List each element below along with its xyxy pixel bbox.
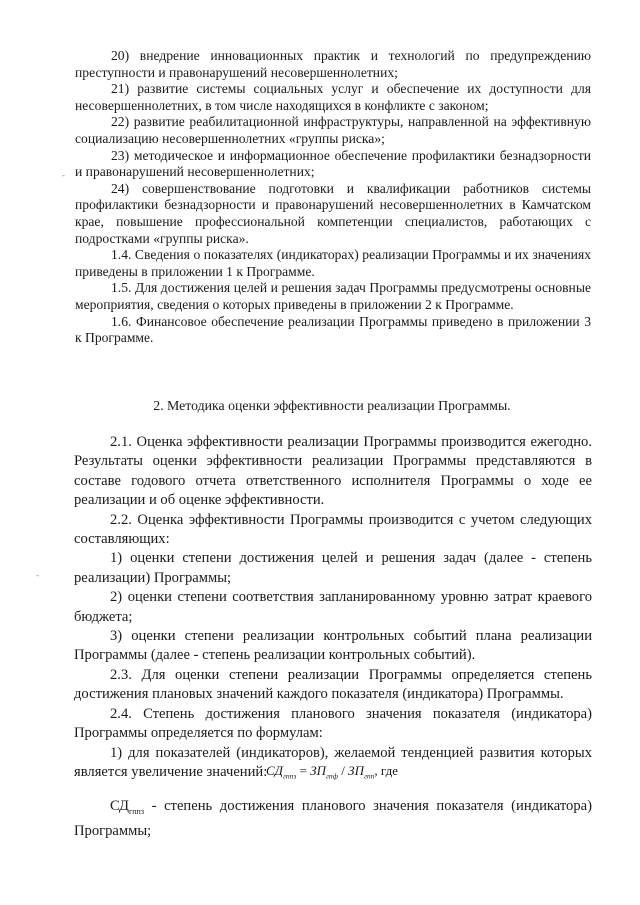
method-paragraph: 2) оценки степени соответствия запланированному уровню затрат краевого бюджета; <box>74 589 592 625</box>
list-item: 21) развитие системы социальных услуг и обеспечение их доступности для несовершеннолетних, в том числе находящихся в конфликте с законом; <box>75 81 591 113</box>
list-item: 22) развитие реабилитационной инфраструктуры, направленной на эффективную социализацию несовершеннолетних «группы риска»; <box>75 114 591 146</box>
section-paragraph: 1.4. Сведения о показателях (индикаторах) реализации Программы и их значениях приведены в приложении 1 к Программе. <box>75 247 591 279</box>
method-paragraph: 3) оценки степени реализации контрольных событий плана реализации Программы (далее - степень реализации контрольных событий). <box>74 628 592 664</box>
method-paragraph: 1) оценки степени достижения целей и решения задач (далее - степень реализации) Программы; <box>74 550 592 586</box>
definition-symbol: СД <box>110 798 129 814</box>
definition-symbol-sub: гппз <box>128 806 144 816</box>
formula-numerator: ЗП <box>310 763 326 778</box>
section-heading: 2. Методика оценки эффективности реализации Программы. <box>153 398 511 413</box>
definition-paragraph <box>74 797 592 841</box>
method-paragraph: 1) для показателей (индикаторов), желаемой тенденцией развития которых является увеличение значений: <box>74 744 592 780</box>
formula-numerator-sub: гпф <box>326 771 339 781</box>
method-paragraph: 2.2. Оценка эффективности Программы производится с учетом следующих составляющих: <box>74 511 592 548</box>
formula-slash: / <box>338 763 349 778</box>
formula <box>74 763 590 781</box>
list-block <box>75 48 591 347</box>
definition-text: - степень достижения планового значения показателя (индикатора) Программы; <box>74 798 592 839</box>
list-item: 24) совершенствование подготовки и квалификации работников системы профилактики безнадзорности и правонарушений несовершеннолетних в Камчатском крае, повышение профессиональной компетенции специалистов, работающих с подростками «группы риска». <box>75 180 591 246</box>
formula-tail: , где <box>374 763 398 778</box>
formula-lhs-sub: гппз <box>282 771 297 781</box>
margin-mark: - <box>36 570 39 580</box>
section-paragraph: 1.5. Для достижения целей и решения задач Программы предусмотрены основные мероприятия, сведения о которых приведены в приложении 2 к Программе. <box>75 280 591 312</box>
formula-denominator-sub: гпп <box>363 771 375 781</box>
section-paragraph: 1.6. Финансовое обеспечение реализации Программы приведено в приложении 3 к Программе. <box>75 313 591 346</box>
list-item: 23) методическое и информационное обеспечение профилактики безнадзорности и правонарушений несовершеннолетних; <box>75 147 591 180</box>
methodology-block <box>74 433 592 782</box>
formula-denominator: ЗП <box>348 763 364 778</box>
method-paragraph: 2.1. Оценка эффективности реализации Программы производится ежегодно. Результаты оценки эффективности реализации Программы представляются в составе годового отчета ответственного исполнителя Программы о ходе ее реализации и об оценке эффективности. <box>74 434 592 509</box>
margin-mark: - <box>62 170 65 180</box>
list-item: 20) внедрение инновационных практик и технологий по предупреждению преступности и правонарушений несовершеннолетних; <box>75 48 591 80</box>
formula-lhs: СД <box>266 763 283 778</box>
formula-eq: = <box>296 763 311 778</box>
method-paragraph: 2.3. Для оценки степени реализации Программы определяется степень достижения плановых значений каждого показателя (индикатора) Программы. <box>74 666 592 703</box>
method-paragraph: 2.4. Степень достижения планового значения показателя (индикатора) Программы определяется по формулам: <box>74 705 592 742</box>
